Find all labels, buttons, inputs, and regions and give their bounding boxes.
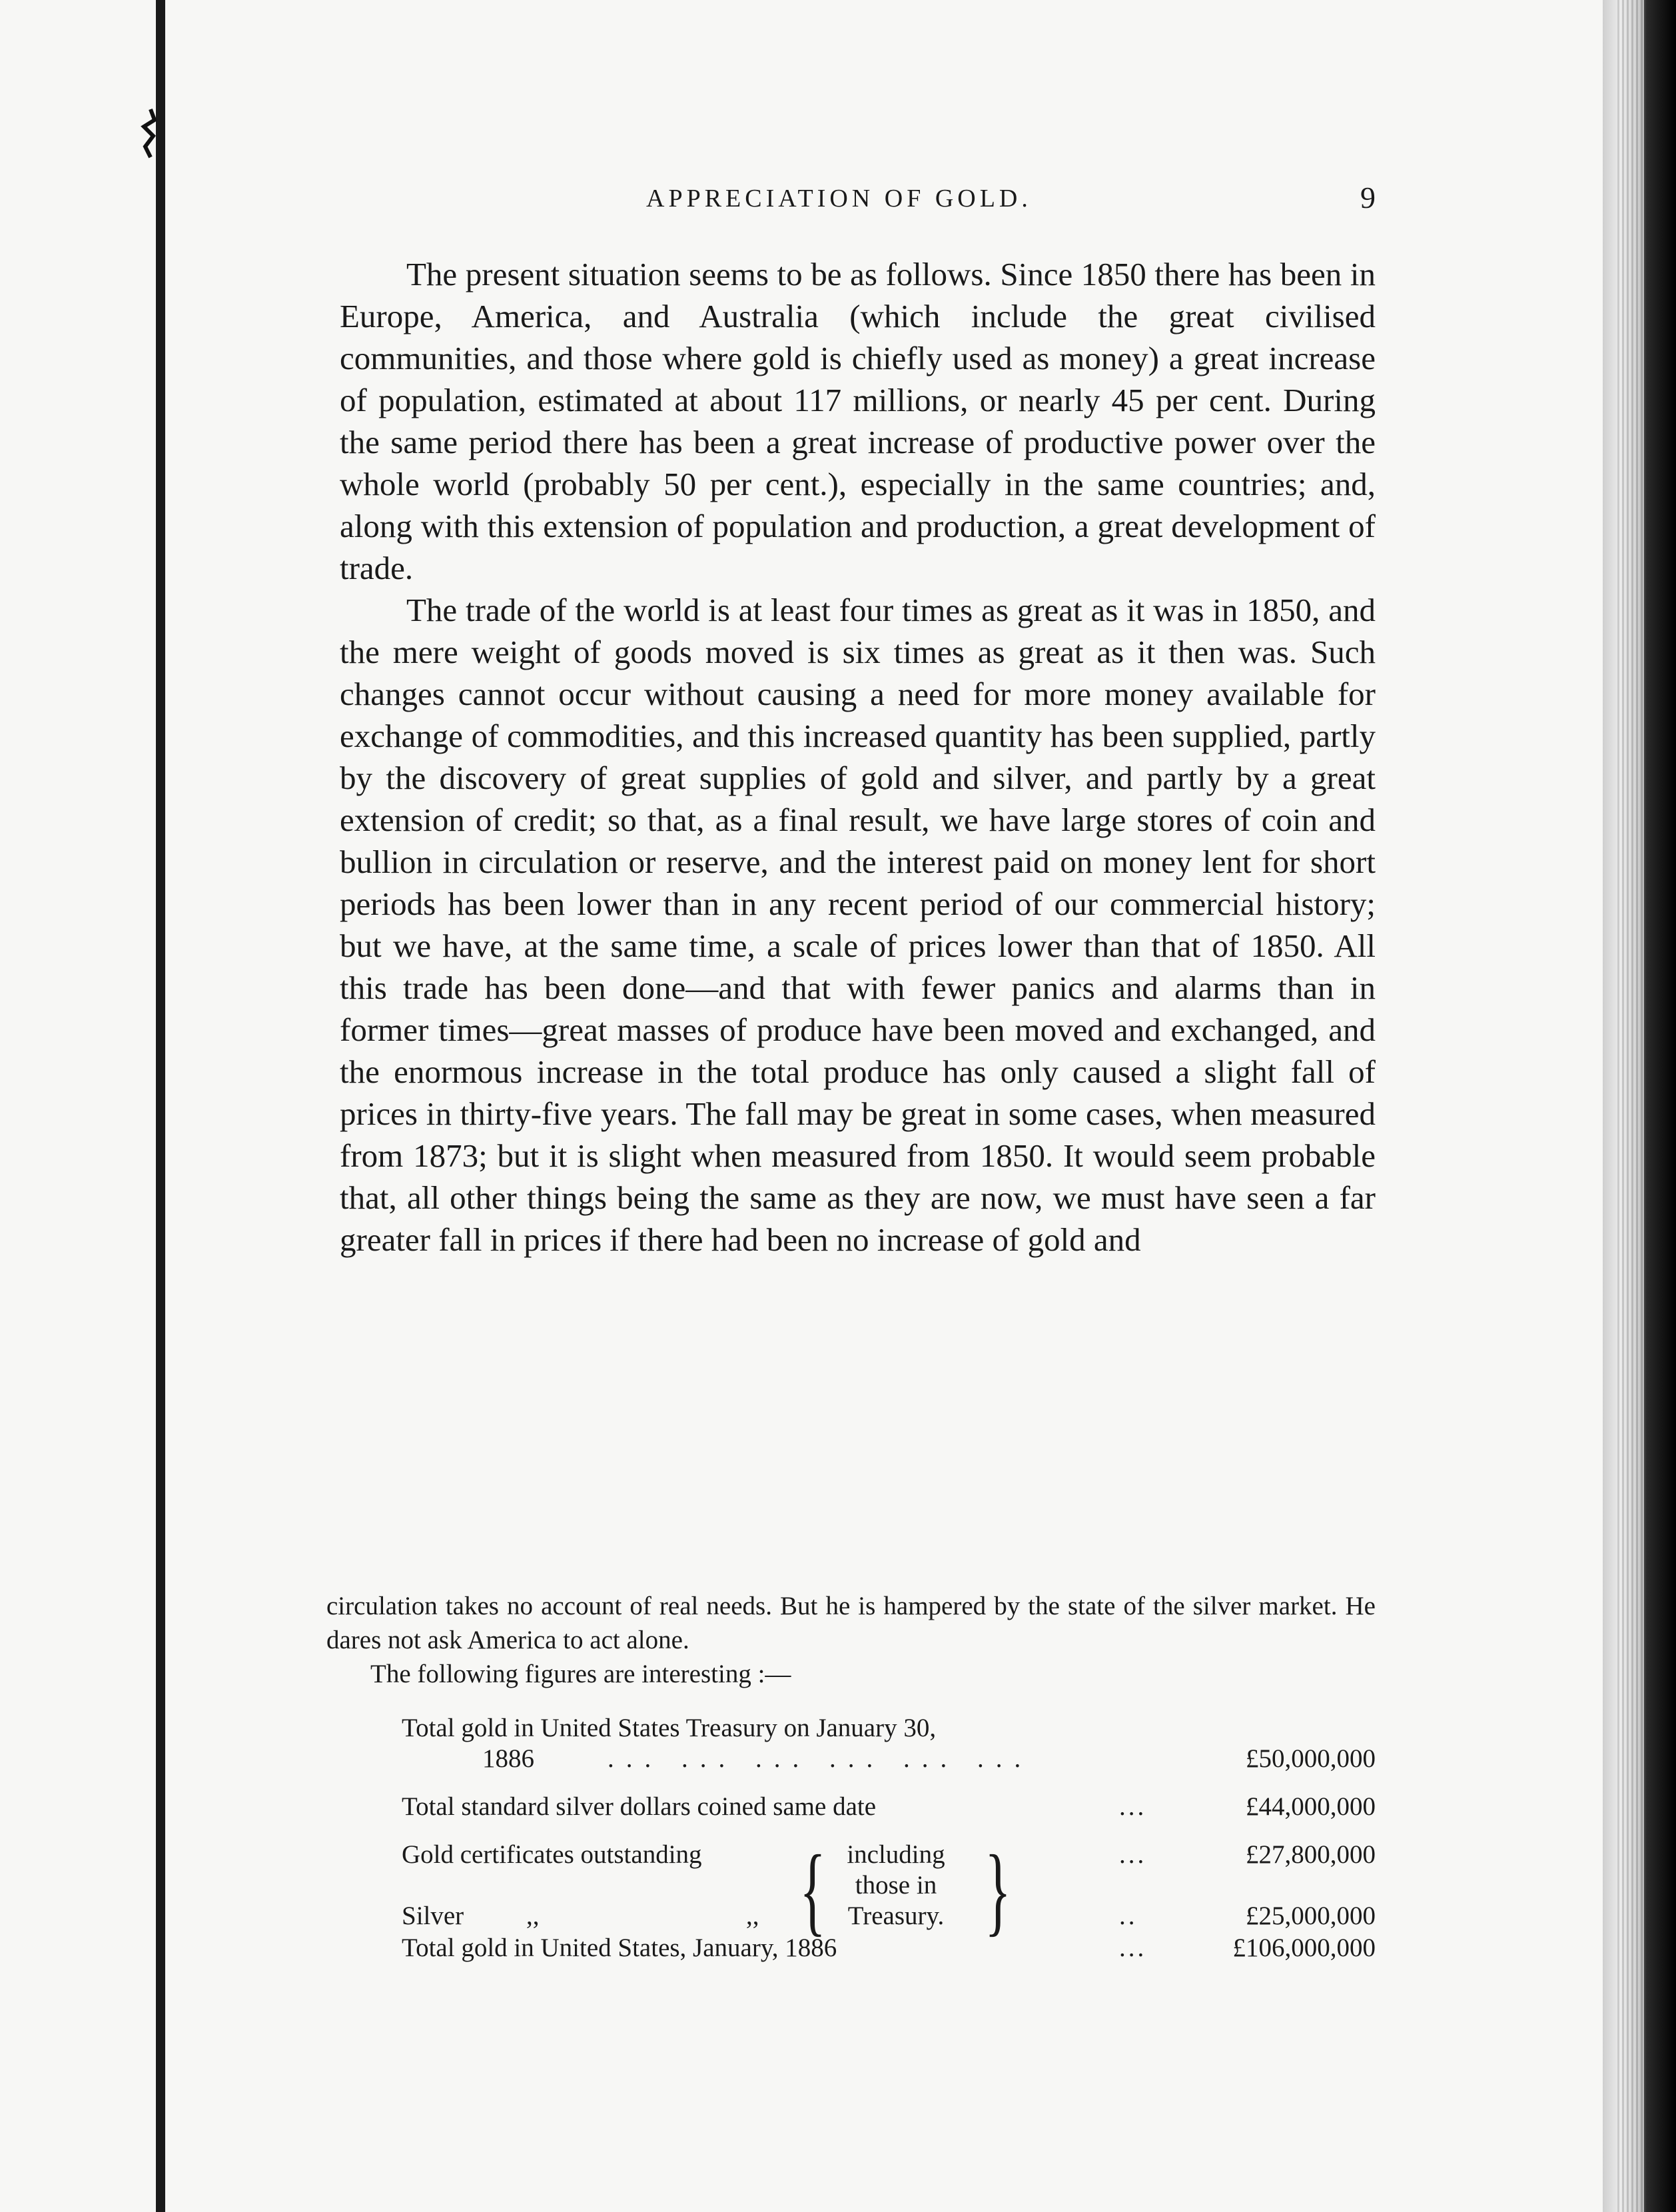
paragraph: The trade of the world is at least four times as great as it was in 1850, and the mere weight of goods moved is six times as great as it then was. Such changes cannot occur without causing a need for more money available for exchange of commodities, and this increased quantity has been supplied, partly by the discovery of great supplies of gold and silver, and partly by a great extension of credit; so that, as a final result, we have large stores of coin and bullion in circulation or reserve, and the interest paid on money lent for short periods has been lower than in any recent period of our commercial history; but we have, at the same time, a scale of prices lower than that of 1850. All this trade has been done—and that with fewer panics and alarms than in former times—great masses of produce have been moved and exchanged, and the enormous increase in the total produce has only caused a slight fall of prices in thirty-five years. The fall may be great in some cases, when measured from 1873; but it is slight when measured from 1850. It would seem probable that, all other things being the same as they are now, we must have seen a far greater fall in prices if there had been no increase of gold and: [340, 592, 1376, 1258]
left-brace: {: [799, 1835, 826, 1945]
figures-table: [326, 1711, 1376, 1984]
right-brace: }: [985, 1835, 1011, 1945]
footnote-block: [326, 1589, 1376, 1984]
main-text: [340, 253, 1376, 1261]
brace-note-line: those in: [855, 1871, 937, 1900]
page-number: 9: [1360, 181, 1376, 215]
figure-label: Total standard silver dollars coined same date: [402, 1792, 877, 1821]
footnote-continuation: circulation takes no account of real needs. But he is hampered by the state of the silver market. He dares not ask America to act alone.: [326, 1592, 1376, 1654]
page-stack-edge: [1617, 0, 1644, 2212]
figure-row: [326, 1742, 1376, 1776]
figure-value: £50,000,000: [1246, 1744, 1376, 1773]
leader-dots: ...: [1119, 1792, 1147, 1821]
leader-dots: ...: [1119, 1840, 1147, 1869]
figure-value: £44,000,000: [1246, 1792, 1376, 1821]
figure-value: £106,000,000: [1232, 1934, 1376, 1962]
binding-gutter: [156, 0, 165, 2212]
brace-note-line: Treasury.: [847, 1902, 945, 1930]
figure-row: [326, 1931, 1376, 1965]
ditto-mark: ,,: [526, 1902, 540, 1930]
figure-label: Gold certificates outstanding: [402, 1840, 702, 1869]
figures-intro: The following figures are interesting :—: [370, 1660, 791, 1688]
figure-row: [326, 1711, 1376, 1746]
paragraph: The present situation seems to be as follows. Since 1850 there has been in Europe, America, and Australia (which include the great civilised communities, and those where gold is chiefly used as money) a great increase of population, estimated at about 117 millions, or nearly 45 per cent. During the same period there has been a great increase of productive power over the whole world (probably 50 per cent.), especially in the same countries; and, along with this extension of population and production, a great development of trade.: [340, 256, 1376, 586]
ditto-mark: ,,: [746, 1902, 759, 1930]
figure-label: Silver: [402, 1902, 464, 1930]
figure-value: £27,800,000: [1246, 1840, 1376, 1869]
page-header: [340, 180, 1376, 220]
running-head: APPRECIATION OF GOLD.: [646, 185, 1032, 213]
leader-dots: ... ... ... ... ... ...: [608, 1744, 1033, 1773]
figure-value: £25,000,000: [1246, 1902, 1376, 1930]
leader-dots: ..: [1119, 1902, 1138, 1930]
leader-dots: ...: [1119, 1934, 1147, 1962]
figure-row: [326, 1790, 1376, 1824]
figure-label: Total gold in United States, January, 1886: [402, 1934, 837, 1962]
figure-label-cont: 1886: [482, 1744, 534, 1773]
binding-mark: [131, 107, 157, 160]
figure-label: Total gold in United States Treasury on January 30,: [402, 1714, 937, 1742]
figure-row: [326, 1899, 1376, 1934]
brace-note-line: including: [847, 1840, 945, 1869]
